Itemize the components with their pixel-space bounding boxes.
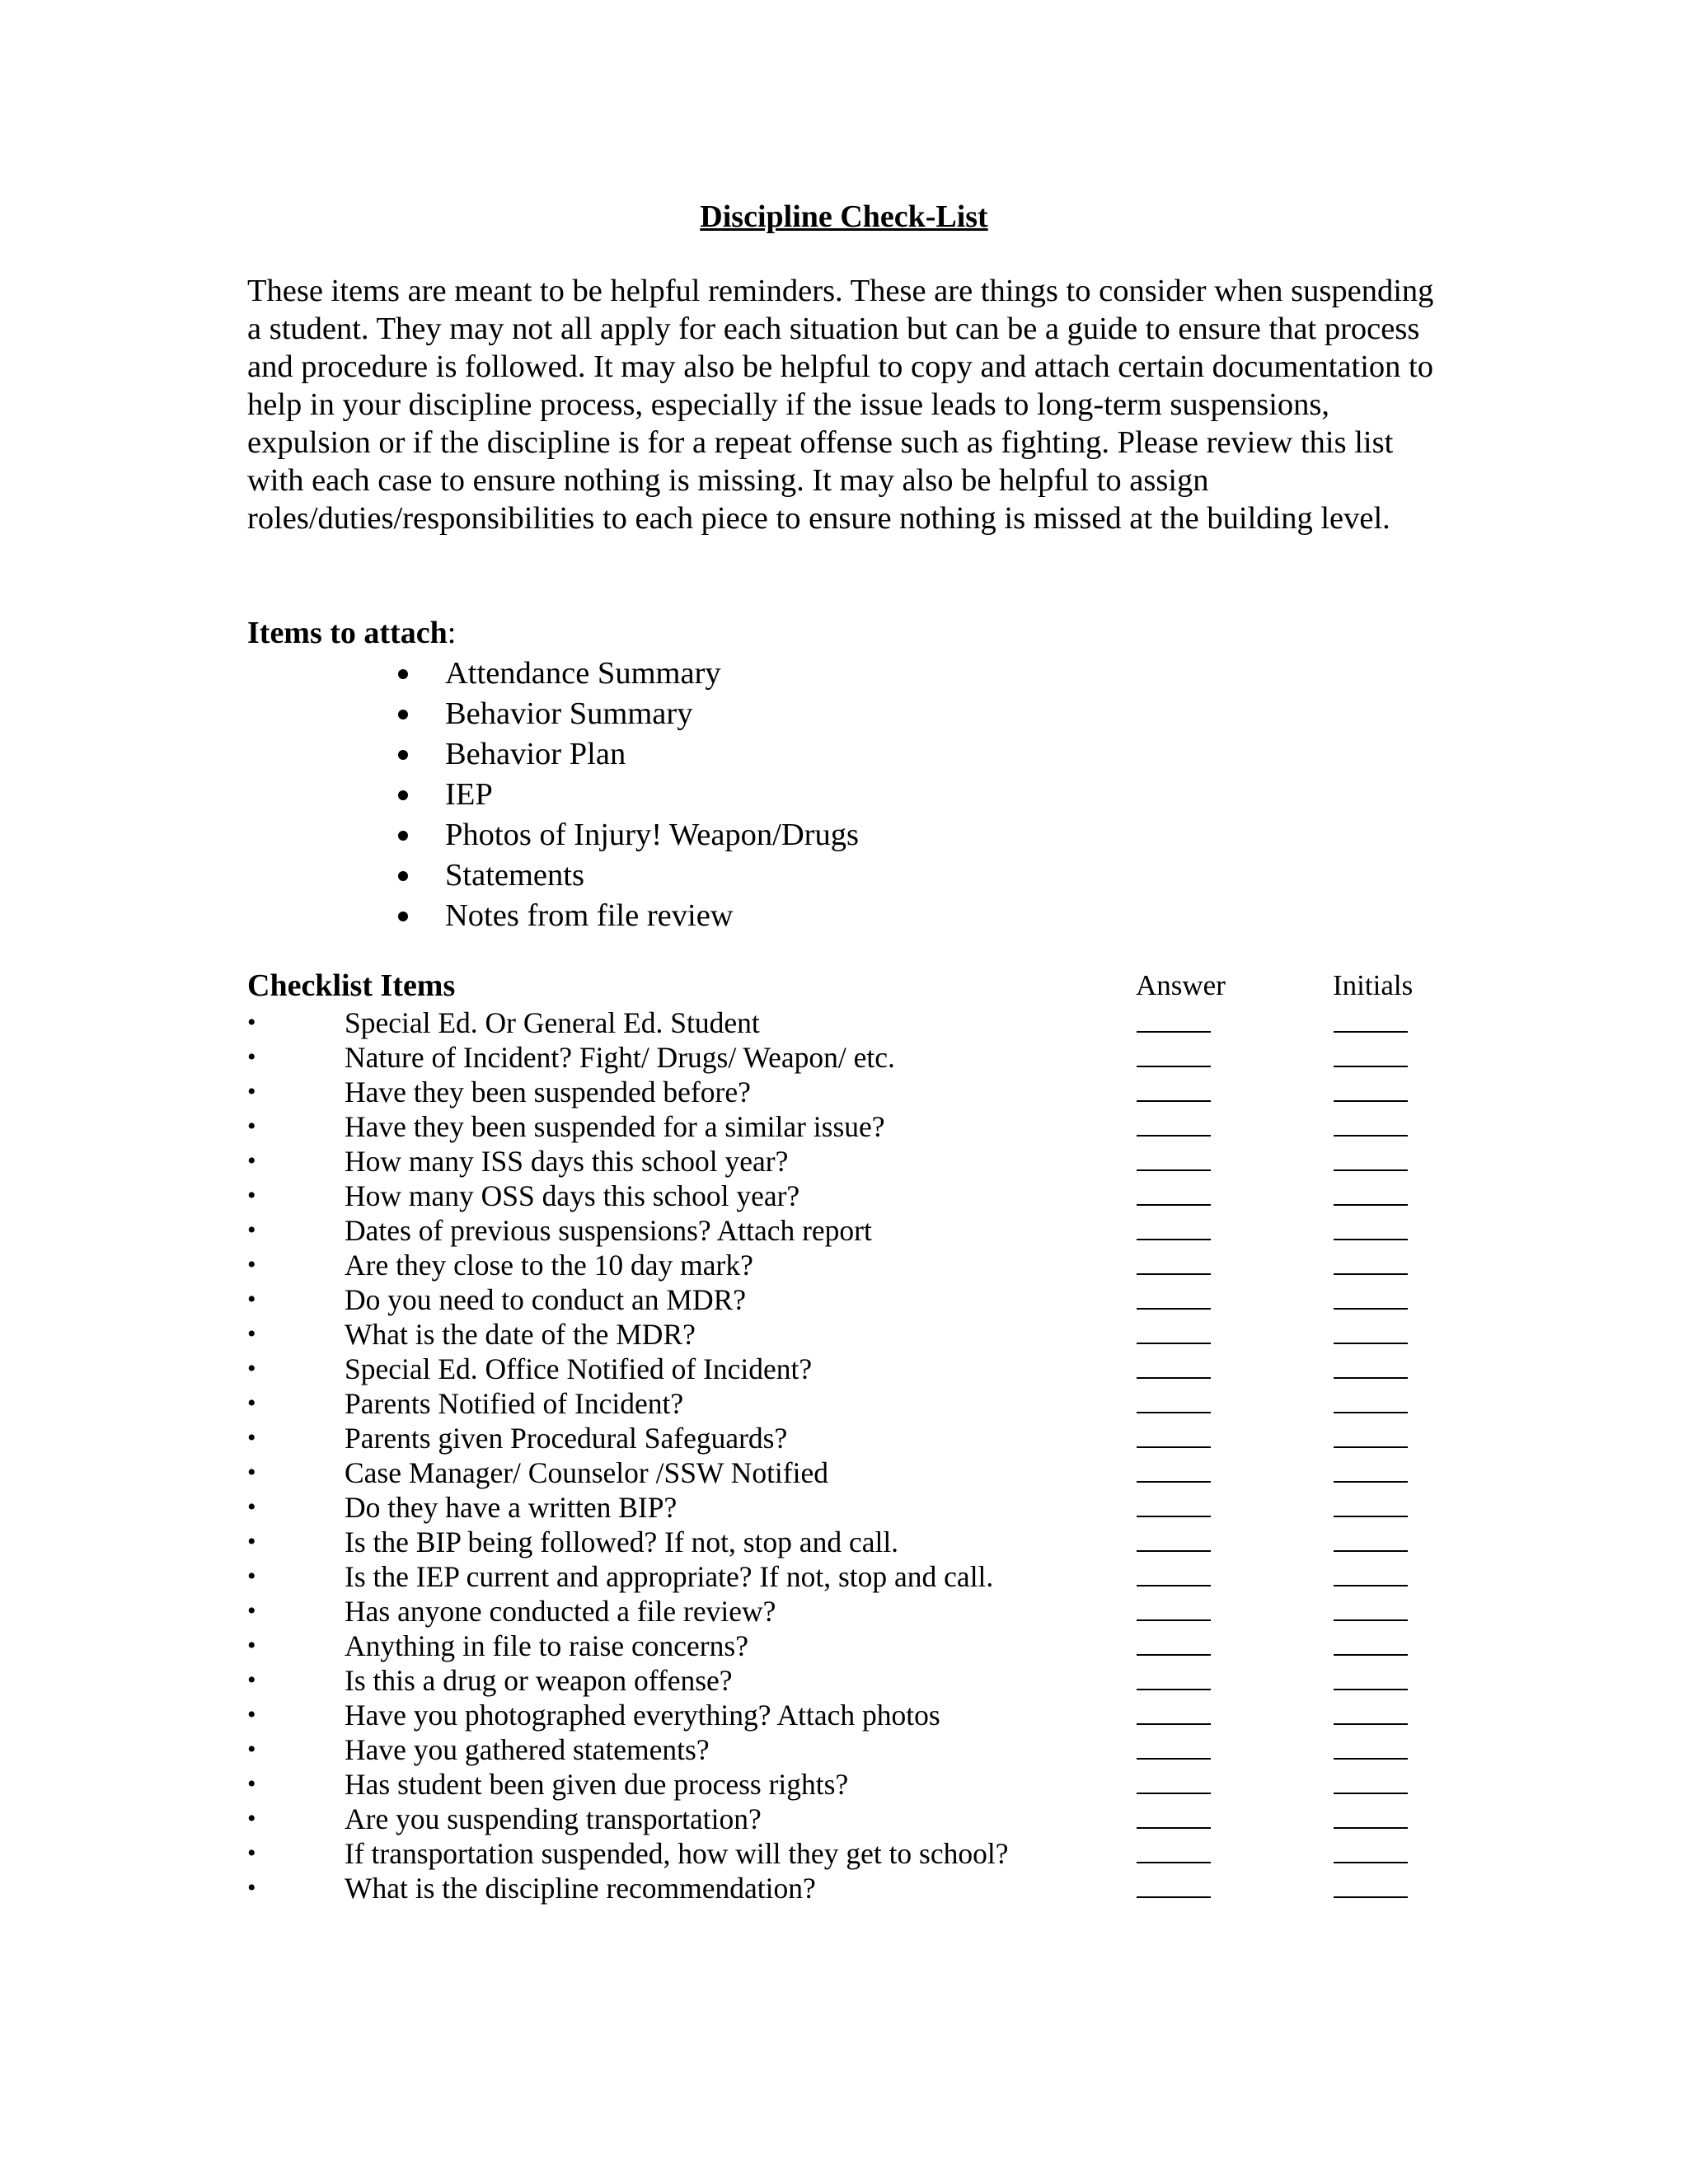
initials-blank-line[interactable] [1334,1239,1408,1240]
initials-blank-line[interactable] [1334,1481,1408,1483]
bullet-icon: • [247,1666,256,1694]
answer-blank-line[interactable] [1137,1031,1211,1033]
intro-paragraph: These items are meant to be helpful reminders. These are things to consider when suspending a student. They may not all apply for each situation but can be a guide to ensure that process and procedure is followed. It may also be helpful to copy and attach certain documentation to help in your discipline process, especially if the issue leads to long-term suspensions, expulsion or if the discipline is for a repeat offense such as fighting. Please review this list with each case to ensure nothing is missing. It may also be helpful to assign roles/duties/responsibilities to each piece to ensure nothing is missed at the building level. [247,274,1434,536]
answer-blank-line[interactable] [1137,1273,1211,1275]
attach-list [392,654,859,936]
checklist-row [247,1213,1451,1248]
initials-blank-line[interactable] [1334,1169,1408,1171]
checklist-question: What is the discipline recommendation? [345,1872,816,1905]
answer-column-header: Answer [1136,969,1226,1001]
checklist-row [247,1802,1451,1836]
answer-blank-line[interactable] [1137,1758,1211,1760]
attach-list-item [392,694,859,734]
initials-blank-line[interactable] [1334,1446,1408,1448]
checklist-question: How many OSS days this school year? [345,1179,800,1212]
checklist-row [247,1732,1451,1767]
attach-item-label: Statements [445,858,584,893]
attach-item-label: IEP [445,777,493,812]
checklist-question: Special Ed. Office Notified of Incident? [345,1352,813,1385]
checklist-row [247,1352,1451,1386]
initials-blank-line[interactable] [1334,1204,1408,1206]
initials-blank-line[interactable] [1334,1585,1408,1586]
items-to-attach-heading-colon: : [447,616,457,650]
checklist-row [247,1040,1451,1075]
checklist-row [247,1075,1451,1109]
initials-blank-line[interactable] [1334,1758,1408,1760]
answer-blank-line[interactable] [1137,1862,1211,1863]
answer-blank-line[interactable] [1137,1239,1211,1240]
initials-blank-line[interactable] [1334,1100,1408,1102]
checklist-row [247,1525,1451,1559]
bullet-icon: • [247,1770,256,1797]
attach-item-label: Behavior Plan [445,737,626,771]
bullet-icon: • [247,1528,256,1555]
initials-blank-line[interactable] [1334,1343,1408,1344]
checklist-row [247,1248,1451,1282]
initials-blank-line[interactable] [1334,1689,1408,1690]
initials-blank-line[interactable] [1334,1896,1408,1898]
bullet-icon [398,871,408,881]
initials-blank-line[interactable] [1334,1862,1408,1863]
initials-blank-line[interactable] [1334,1516,1408,1517]
answer-blank-line[interactable] [1137,1412,1211,1413]
checklist-question: If transportation suspended, how will they get to school? [345,1837,1009,1870]
bullet-icon: • [247,1840,256,1867]
checklist-row [247,1386,1451,1421]
answer-blank-line[interactable] [1137,1135,1211,1137]
answer-blank-line[interactable] [1137,1169,1211,1171]
bullet-icon: • [247,1563,256,1590]
checklist-question: Parents Notified of Incident? [345,1387,684,1420]
checklist-row [247,1317,1451,1352]
attach-list-item [392,734,859,775]
items-to-attach-heading [247,614,456,652]
answer-blank-line[interactable] [1137,1100,1211,1102]
bullet-icon: • [247,1805,256,1832]
bullet-icon: • [247,1459,256,1486]
checklist-row [247,1109,1451,1144]
bullet-icon [398,710,408,719]
checklist-row [247,1421,1451,1455]
bullet-icon: • [247,1355,256,1382]
attach-list-item [392,855,859,896]
checklist-question: Have you gathered statements? [345,1733,710,1766]
answer-blank-line[interactable] [1137,1308,1211,1310]
checklist-row [247,1559,1451,1594]
initials-blank-line[interactable] [1334,1377,1408,1379]
attach-list-item [392,775,859,815]
answer-blank-line[interactable] [1137,1481,1211,1483]
bullet-icon: • [247,1632,256,1659]
checklist-question: Do they have a written BIP? [345,1491,678,1524]
bullet-icon [398,750,408,760]
checklist-question: Has student been given due process rights? [345,1768,849,1801]
answer-blank-line[interactable] [1137,1827,1211,1829]
checklist-question: Is the IEP current and appropriate? If not, stop and call. [345,1560,994,1593]
attach-item-label: Photos of Injury! Weapon/Drugs [445,818,859,852]
bullet-icon: • [247,1736,256,1763]
checklist-row [247,1663,1451,1698]
answer-blank-line[interactable] [1137,1066,1211,1067]
checklist-question: Special Ed. Or General Ed. Student [345,1006,760,1039]
answer-blank-line[interactable] [1137,1654,1211,1656]
checklist-row [247,1836,1451,1871]
checklist-question: Has anyone conducted a file review? [345,1595,776,1628]
checklist-question: Have you photographed everything? Attach photos [345,1699,940,1732]
initials-blank-line[interactable] [1334,1135,1408,1137]
checklist-question: Anything in file to raise concerns? [345,1629,748,1662]
initials-blank-line[interactable] [1334,1827,1408,1829]
checklist-heading: Checklist Items [247,968,456,1003]
checklist-row [247,1594,1451,1629]
bullet-icon [398,912,408,921]
checklist-question: Dates of previous suspensions? Attach report [345,1214,872,1247]
checklist-question: Have they been suspended for a similar issue? [345,1110,885,1143]
initials-blank-line[interactable] [1334,1066,1408,1067]
bullet-icon: • [247,1286,256,1313]
bullet-icon: • [247,1113,256,1140]
bullet-icon [398,831,408,841]
answer-blank-line[interactable] [1137,1377,1211,1379]
bullet-icon [398,790,408,800]
initials-blank-line[interactable] [1334,1031,1408,1033]
checklist-row [247,1698,1451,1732]
checklist-question: Are they close to the 10 day mark? [345,1249,753,1282]
bullet-icon [398,669,408,679]
initials-blank-line[interactable] [1334,1723,1408,1725]
answer-blank-line[interactable] [1137,1689,1211,1690]
attach-list-item [392,896,859,936]
attach-item-label: Attendance Summary [445,656,721,691]
answer-blank-line[interactable] [1137,1896,1211,1898]
bullet-icon: • [247,1216,256,1244]
answer-blank-line[interactable] [1137,1516,1211,1517]
checklist-question: How many ISS days this school year? [345,1145,789,1178]
checklist-row [247,1179,1451,1213]
bullet-icon: • [247,1078,256,1105]
checklist-question: Is this a drug or weapon offense? [345,1664,733,1697]
checklist-row [247,1871,1451,1905]
bullet-icon: • [247,1182,256,1209]
bullet-icon: • [247,1147,256,1174]
initials-blank-line[interactable] [1334,1793,1408,1794]
checklist-question: Nature of Incident? Fight/ Drugs/ Weapon/ etc. [345,1041,895,1074]
initials-blank-line[interactable] [1334,1654,1408,1656]
bullet-icon: • [247,1597,256,1624]
bullet-icon: • [247,1701,256,1728]
attach-list-item [392,815,859,855]
answer-blank-line[interactable] [1137,1343,1211,1344]
bullet-icon: • [247,1043,256,1071]
items-to-attach-heading-text: Items to attach [247,616,448,650]
bullet-icon: • [247,1390,256,1417]
checklist-question: Are you suspending transportation? [345,1802,762,1835]
initials-blank-line[interactable] [1334,1308,1408,1310]
checklist-row [247,1144,1451,1179]
checklist-row [247,1767,1451,1802]
checklist-row [247,1282,1451,1317]
answer-blank-line[interactable] [1137,1550,1211,1552]
checklist-row [247,1490,1451,1525]
bullet-icon: • [247,1493,256,1521]
checklist-question: What is the date of the MDR? [345,1318,696,1351]
initials-blank-line[interactable] [1334,1619,1408,1621]
bullet-icon: • [247,1320,256,1347]
checklist [247,1005,1451,1905]
initials-blank-line[interactable] [1334,1273,1408,1275]
checklist-row [247,1455,1451,1490]
initials-blank-line[interactable] [1334,1412,1408,1413]
page-title: Discipline Check-List [700,199,988,234]
attach-item-label: Notes from file review [445,898,734,933]
bullet-icon: • [247,1009,256,1036]
attach-item-label: Behavior Summary [445,696,693,731]
answer-blank-line[interactable] [1137,1723,1211,1725]
initials-blank-line[interactable] [1334,1550,1408,1552]
attach-list-item [392,654,859,694]
answer-blank-line[interactable] [1137,1446,1211,1448]
answer-blank-line[interactable] [1137,1793,1211,1794]
checklist-question: Do you need to conduct an MDR? [345,1283,747,1316]
checklist-question: Case Manager/ Counselor /SSW Notified [345,1456,828,1489]
answer-blank-line[interactable] [1137,1585,1211,1586]
checklist-question: Is the BIP being followed? If not, stop and call. [345,1526,899,1558]
bullet-icon: • [247,1874,256,1901]
bullet-icon: • [247,1251,256,1278]
checklist-row [247,1005,1451,1040]
checklist-question: Parents given Procedural Safeguards? [345,1422,788,1455]
bullet-icon: • [247,1424,256,1451]
checklist-row [247,1629,1451,1663]
checklist-question: Have they been suspended before? [345,1076,751,1108]
answer-blank-line[interactable] [1137,1204,1211,1206]
answer-blank-line[interactable] [1137,1619,1211,1621]
initials-column-header: Initials [1333,969,1414,1001]
